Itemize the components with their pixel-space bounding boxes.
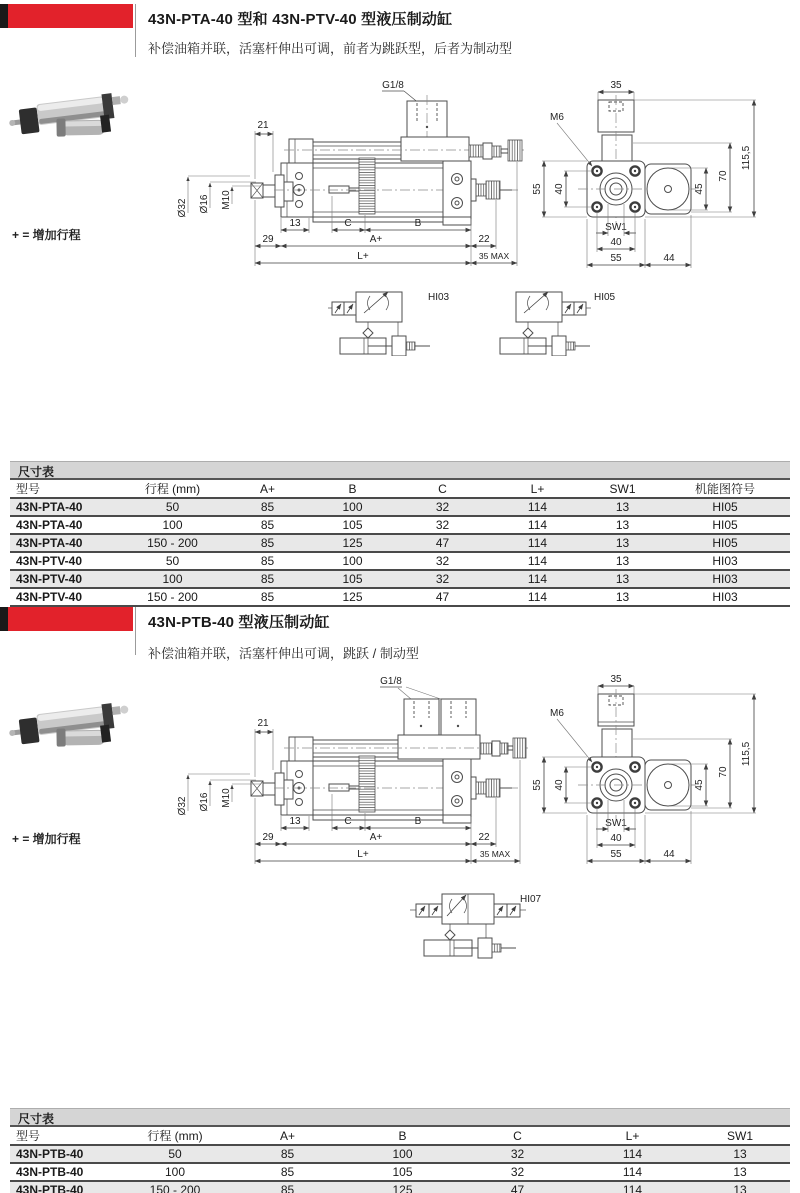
col-aplus: A+ [230,1127,345,1145]
dim-35max: 35 MAX [479,849,511,859]
dim-70: 70 [718,766,729,778]
value-cell: 150 - 200 [120,534,225,552]
col-b: B [345,1127,460,1145]
model-cell: 43N-PTA-40 [10,534,120,552]
table-row [10,534,790,552]
cylinder-photo-art [8,91,132,147]
dim-35: 35 [610,80,622,91]
tab-black-edge [0,607,8,631]
col-sw1: SW1 [690,1127,790,1145]
model-cell: 43N-PTV-40 [10,588,120,606]
value-cell: 114 [490,498,585,516]
value-cell: 85 [225,552,310,570]
dia32-label: Ø32 [177,198,188,218]
product-photo [8,86,138,148]
product-photo [8,696,138,758]
table-caption: 尺寸表 [10,461,790,480]
value-cell: 100 [120,516,225,534]
dim-21: 21 [257,120,269,131]
dim-55-bottom: 55 [610,849,622,860]
dim-Lplus: L+ [357,849,369,860]
value-cell: 114 [575,1163,690,1181]
section1-red-tab [0,4,133,28]
dim-22: 22 [478,234,490,245]
dia32-label: Ø32 [177,796,188,816]
table-header-row [10,480,790,498]
cylinder-body [251,158,520,225]
dim-B: B [414,816,422,827]
value-cell: HI03 [660,570,790,588]
model-cell: 43N-PTA-40 [10,516,120,534]
dim-C: C [344,218,352,229]
table-row [10,552,790,570]
value-cell: 13 [585,552,660,570]
col-model: 型号 [10,1127,120,1145]
table-header-row [10,1127,790,1145]
dim-35max: 35 MAX [478,251,510,261]
value-cell: 125 [310,588,395,606]
model-cell: 43N-PTV-40 [10,570,120,588]
value-cell: 114 [490,534,585,552]
m6-label: M6 [550,112,564,123]
value-cell: 85 [230,1181,345,1193]
stroke-note: + = 增加行程 [12,228,81,242]
table-row [10,588,790,606]
col-sw1: SW1 [585,480,660,498]
table-row [10,570,790,588]
value-cell: 13 [585,534,660,552]
model-cell: 43N-PTB-40 [10,1145,120,1163]
value-cell: 47 [395,588,490,606]
side-view-drawing-2 [176,674,536,876]
side-view-drawing-1 [176,78,536,278]
m6-label: M6 [550,708,564,719]
end-view-drawing-1 [530,78,792,278]
dim-44: 44 [663,253,675,264]
table-row [10,516,790,534]
value-cell: 114 [575,1145,690,1163]
port-label: G1/8 [380,676,402,687]
dim-44: 44 [663,849,675,860]
dim-C: C [344,816,352,827]
end-view-body [578,689,696,822]
model-cell: 43N-PTB-40 [10,1163,120,1181]
value-cell: 13 [690,1181,790,1193]
table-row [10,1145,790,1163]
section2-title: 43N-PTB-40 型液压制动缸 [148,614,330,631]
value-cell: 13 [585,516,660,534]
dim-Aplus: A+ [369,832,383,843]
m10-label: M10 [221,190,232,210]
dim-Aplus: A+ [369,234,383,245]
section1-title: 43N-PTA-40 型和 43N-PTV-40 型液压制动缸 [148,11,453,28]
col-model: 型号 [10,480,120,498]
col-symbol: 机能图符号 [660,480,790,498]
value-cell: HI05 [660,516,790,534]
value-cell: 85 [230,1145,345,1163]
value-cell: 100 [310,552,395,570]
dim-Lplus: L+ [357,251,369,262]
symbol-label: HI07 [520,894,542,905]
dimension-table-2 [10,1108,790,1193]
dim-115-5: 115,5 [741,741,752,767]
value-cell: 13 [585,570,660,588]
value-cell: 47 [460,1181,575,1193]
value-cell: HI05 [660,498,790,516]
col-c: C [395,480,490,498]
value-cell: 150 - 200 [120,1181,230,1193]
value-cell: 47 [395,534,490,552]
dim-40-left: 40 [554,183,565,195]
section2-subtitle: 补偿油箱并联，活塞杆伸出可调，跳跃 / 制动型 [148,646,419,661]
value-cell: 114 [575,1181,690,1193]
value-cell: 85 [230,1163,345,1181]
section2-red-tab [0,607,133,631]
dim-40-bottom: 40 [610,237,622,248]
table-row [10,1163,790,1181]
dimension-table-1 [10,461,790,607]
table-caption: 尺寸表 [10,1108,790,1127]
dim-55-left: 55 [532,779,543,791]
symbol-label: HI03 [428,292,450,303]
value-cell: 100 [120,570,225,588]
value-cell: 114 [490,552,585,570]
end-view-drawing-2 [530,672,792,874]
value-cell: 150 - 200 [120,588,225,606]
value-cell: 100 [345,1145,460,1163]
col-lplus: L+ [490,480,585,498]
value-cell: 50 [120,552,225,570]
value-cell: 32 [395,516,490,534]
value-cell: 85 [225,570,310,588]
value-cell: 114 [490,516,585,534]
value-cell: 105 [310,570,395,588]
table-body [10,498,790,606]
value-cell: 105 [345,1163,460,1181]
dia16-label: Ø16 [199,792,210,812]
dia16-label: Ø16 [199,194,210,214]
dim-70: 70 [718,170,729,182]
value-cell: HI03 [660,552,790,570]
dim-45: 45 [694,779,705,791]
value-cell: 13 [585,498,660,516]
cylinder-photo-art [8,701,132,757]
value-cell: 32 [395,498,490,516]
value-cell: 100 [310,498,395,516]
value-cell: 105 [310,516,395,534]
stroke-note: + = 增加行程 [12,832,81,846]
value-cell: 13 [585,588,660,606]
value-cell: 50 [120,498,225,516]
table-row [10,1181,790,1193]
col-c: C [460,1127,575,1145]
end-view-body [578,95,696,226]
value-cell: 32 [395,552,490,570]
dim-29: 29 [262,832,274,843]
col-stroke: 行程 (mm) [120,480,225,498]
value-cell: 13 [690,1145,790,1163]
function-symbol-hi05 [492,286,627,356]
value-cell: 32 [460,1163,575,1181]
table-body [10,1145,790,1193]
function-symbol-hi07 [408,886,558,962]
col-lplus: L+ [575,1127,690,1145]
rod-diameter-callouts [177,774,260,815]
cylinder-body [251,756,520,823]
port-label: G1/8 [382,80,404,91]
m10-label: M10 [221,788,232,808]
section1-subtitle: 补偿油箱并联，活塞杆伸出可调，前者为跳跃型，后者为制动型 [148,41,513,56]
value-cell: 125 [310,534,395,552]
value-cell: HI03 [660,588,790,606]
dim-sw1: SW1 [605,222,627,233]
value-cell: 114 [490,588,585,606]
value-cell: 13 [690,1163,790,1181]
value-cell: 85 [225,534,310,552]
value-cell: HI05 [660,534,790,552]
dim-21: 21 [257,718,269,729]
dim-sw1: SW1 [605,818,627,829]
dim-115-5: 115,5 [741,145,752,171]
dim-13: 13 [289,816,301,827]
symbol-label: HI05 [594,292,616,303]
value-cell: 85 [225,516,310,534]
function-symbol-hi03 [328,286,458,356]
section1-divider-line [135,4,136,57]
section2-divider-line [135,607,136,655]
dim-55-left: 55 [532,183,543,195]
dim-B: B [414,218,422,229]
table-row [10,498,790,516]
dim-35: 35 [610,674,622,685]
value-cell: 32 [395,570,490,588]
value-cell: 125 [345,1181,460,1193]
dim-55-bottom: 55 [610,253,622,264]
model-cell: 43N-PTV-40 [10,552,120,570]
model-cell: 43N-PTB-40 [10,1181,120,1193]
value-cell: 100 [120,1163,230,1181]
col-b: B [310,480,395,498]
col-stroke: 行程 (mm) [120,1127,230,1145]
dim-40-left: 40 [554,779,565,791]
value-cell: 85 [225,498,310,516]
tab-black-edge [0,4,8,28]
value-cell: 114 [490,570,585,588]
rod-diameter-callouts [177,176,260,217]
model-cell: 43N-PTA-40 [10,498,120,516]
value-cell: 32 [460,1145,575,1163]
dim-13: 13 [289,218,301,229]
dim-29: 29 [262,234,274,245]
value-cell: 50 [120,1145,230,1163]
value-cell: 85 [225,588,310,606]
dim-40-bottom: 40 [610,833,622,844]
col-aplus: A+ [225,480,310,498]
dim-22: 22 [478,832,490,843]
dim-45: 45 [694,183,705,195]
